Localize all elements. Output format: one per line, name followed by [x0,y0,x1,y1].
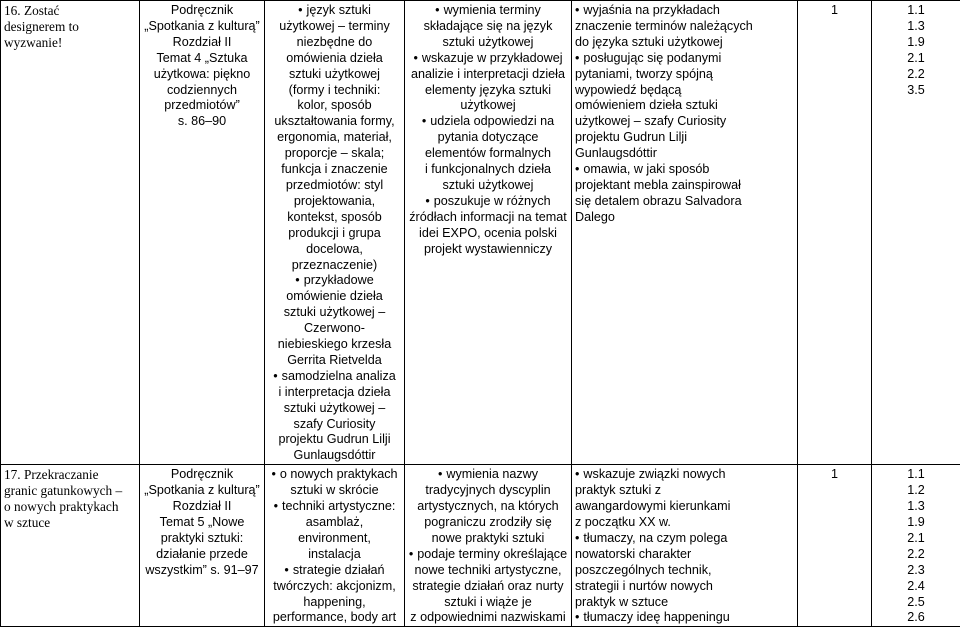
list-item-line: Gunlaugsdóttir [575,146,794,162]
table-row [1,1,960,465]
list-item [575,3,794,51]
textbook-line: Podręcznik [143,3,261,19]
list-item-line: strategie działań oraz nurty [408,579,568,595]
bullet-list [268,467,401,626]
list-item-line: • wskazuje w przykładowej [408,51,568,67]
textbook-line: Rozdział II [143,499,261,515]
list-item-line: źródłach informacji na temat [408,210,568,226]
codes-line: 3.5 [875,83,957,99]
list-item-line: asamblaż, [268,515,401,531]
textbook-line: wszystkim” s. 91–97 [143,563,261,579]
bullet-list [408,467,568,626]
list-item [575,467,794,531]
topic-line: granic gatunkowych – [4,483,136,499]
list-item-line: • tłumaczy ideę happeningu [575,610,794,626]
list-item-line: sztuki użytkowej [268,67,401,83]
hours-cell [798,465,872,627]
list-item-line: praktyk w sztuce [575,595,794,611]
list-item-line: • udziela odpowiedzi na [408,114,568,130]
extended-requirements-cell [572,1,798,465]
list-item-line: sztuki użytkowej [408,35,568,51]
bullet-list [268,3,401,464]
list-item-line: instalacja [268,547,401,563]
list-item-line: przedmiotów: styl [268,178,401,194]
topic-line: 17. Przekraczanie [4,467,136,483]
list-item [408,114,568,194]
list-item-line: projektu Gudrun Lilji [575,130,794,146]
basic-requirements-cell [405,465,572,627]
list-item-line: nowatorski charakter [575,547,794,563]
topic-line: wyzwanie! [4,35,136,51]
topic-line: w sztuce [4,515,136,531]
codes-line: 2.1 [875,531,957,547]
codes-line: 2.5 [875,595,957,611]
list-item-line: tradycyjnych dyscyplin [408,483,568,499]
list-item-line: • tłumaczy, na czym polega [575,531,794,547]
list-item-line: poszczególnych technik, [575,563,794,579]
lesson-content-cell [265,1,405,465]
list-item [408,194,568,258]
textbook-reference-cell [140,1,265,465]
list-item [408,467,568,547]
list-item-line: się detalem obrazu Salvadora [575,194,794,210]
list-item [268,467,401,499]
list-item-line: • omawia, w jaki sposób [575,162,794,178]
list-item-line: szafy Curiosity [268,417,401,433]
list-item-line: • wyjaśnia na przykładach [575,3,794,19]
list-item-line: strategii i nurtów nowych [575,579,794,595]
list-item-line: pograniczu zrodziły się [408,515,568,531]
list-item-line: funkcja i znaczenie [268,162,401,178]
list-item-line: ukształtowania formy, [268,114,401,130]
list-item-line: performance, body art [268,610,401,626]
list-item-line: happening, [268,595,401,611]
list-item-line: i interpretacja dzieła [268,385,401,401]
list-item-line: znaczenie terminów należących [575,19,794,35]
textbook-line: s. 86–90 [143,114,261,130]
textbook-line: Temat 5 „Nowe [143,515,261,531]
list-item-line: sztuki użytkowej – [268,401,401,417]
list-item-line: i funkcjonalnych dzieła [408,162,568,178]
list-item [268,3,401,273]
list-item-line: artystycznych, na których [408,499,568,515]
list-item-line: docelowa, [268,242,401,258]
list-item-line: awangardowymi kierunkami [575,499,794,515]
list-item-line: z odpowiednimi nazwiskami [408,610,568,626]
extended-requirements-cell [572,465,798,627]
list-item-line: Czerwono- [268,321,401,337]
list-item-line: idei EXPO, ocenia polski [408,226,568,242]
hours-cell [798,1,872,465]
bullet-list [408,3,568,258]
list-item-line: projektu Gudrun Lilji [268,432,401,448]
list-item-line: projektant mebla zainspirował [575,178,794,194]
hours-value: 1 [831,467,838,481]
list-item-line: • wymienia nazwy [408,467,568,483]
textbook-line: Temat 4 „Sztuka [143,51,261,67]
table-row [1,465,960,627]
topic-line: 16. Zostać [4,3,136,19]
hours-value: 1 [831,3,838,17]
codes-line: 1.3 [875,19,957,35]
list-item [268,369,401,464]
codes-line: 2.3 [875,563,957,579]
list-item-line: nowe praktyki sztuki [408,531,568,547]
lesson-content-cell [265,465,405,627]
list-item-line: • strategie działań [268,563,401,579]
list-item-line: • poszukuje w różnych [408,194,568,210]
list-item-line: niebieskiego krzesła [268,337,401,353]
list-item-line: • techniki artystyczne: [268,499,401,515]
textbook-line: praktyki sztuki: [143,531,261,547]
list-item-line: praktyk sztuki z [575,483,794,499]
list-item-line: Dalego [575,210,794,226]
codes-line: 1.1 [875,467,957,483]
list-item-line: twórczych: akcjonizm, [268,579,401,595]
list-item-line: składające się na język [408,19,568,35]
list-item-line: omówienia dzieła [268,51,401,67]
list-item [575,51,794,162]
codes-line: 2.2 [875,67,957,83]
textbook-line: „Spotkania z kulturą” [143,483,261,499]
list-item-line: (formy i techniki: [268,83,401,99]
list-item-line: sztuki użytkowej [408,178,568,194]
list-item [575,162,794,226]
list-item-line: elementów formalnych [408,146,568,162]
textbook-line: użytkowa: piękno [143,67,261,83]
codes-line: 1.9 [875,515,957,531]
list-item-line: wypowiedź będącą [575,83,794,99]
textbook-line: działanie przede [143,547,261,563]
codes-line: 2.6 [875,610,957,626]
bullet-list [575,3,794,226]
list-item [575,531,794,611]
list-item-line: environment, [268,531,401,547]
list-item-line: projektowania, [268,194,401,210]
list-item-line: sztuki i wiąże je [408,595,568,611]
list-item-line: kolor, sposób [268,98,401,114]
textbook-line: codziennych [143,83,261,99]
list-item-line: analizie i interpretacji dzieła [408,67,568,83]
list-item-line: użytkowej – szafy Curiosity [575,114,794,130]
codes-line: 1.9 [875,35,957,51]
list-item-line: • posługując się podanymi [575,51,794,67]
list-item-line: Gunlaugsdóttir [268,448,401,464]
list-item-line: pytania dotyczące [408,130,568,146]
list-item-line: do języka sztuki użytkowej [575,35,794,51]
list-item-line: niezbędne do [268,35,401,51]
codes-line: 1.2 [875,483,957,499]
codes-line: 2.4 [875,579,957,595]
list-item [408,51,568,115]
bullet-list [575,467,794,626]
list-item-line: elementy języka sztuki [408,83,568,99]
list-item-line: • wskazuje związki nowych [575,467,794,483]
basic-requirements-cell [405,1,572,465]
codes-line: 2.1 [875,51,957,67]
list-item-line: kontekst, sposób [268,210,401,226]
lesson-topic-cell [1,465,140,627]
list-item-line: sztuki w skrócie [268,483,401,499]
list-item-line: pytaniami, tworzy spójną [575,67,794,83]
list-item-line: proporcje – skala; [268,146,401,162]
codes-line: 1.1 [875,3,957,19]
list-item-line: • wymienia terminy [408,3,568,19]
list-item-line: z początku XX w. [575,515,794,531]
list-item-line: nowe techniki artystyczne, [408,563,568,579]
list-item-line: ergonomia, materiał, [268,130,401,146]
list-item [268,499,401,563]
textbook-line: Podręcznik [143,467,261,483]
list-item-line: użytkowej – terminy [268,19,401,35]
list-item [408,547,568,627]
list-item-line: projekt wystawienniczy [408,242,568,258]
textbook-reference-cell [140,465,265,627]
list-item-line: użytkowej [408,98,568,114]
topic-line: o nowych praktykach [4,499,136,515]
curriculum-codes-cell [872,1,960,465]
textbook-line: przedmiotów” [143,98,261,114]
list-item-line: • język sztuki [268,3,401,19]
list-item-line: • o nowych praktykach [268,467,401,483]
curriculum-codes-cell [872,465,960,627]
textbook-line: „Spotkania z kulturą” [143,19,261,35]
list-item-line: Gerrita Rietvelda [268,353,401,369]
lesson-topic-cell [1,1,140,465]
codes-line: 2.2 [875,547,957,563]
list-item [268,273,401,368]
list-item-line: przeznaczenie) [268,258,401,274]
list-item [408,3,568,51]
list-item-line: omówieniem dzieła sztuki [575,98,794,114]
list-item-line: produkcji i grupa [268,226,401,242]
list-item-line: • podaje terminy określające [408,547,568,563]
textbook-line: Rozdział II [143,35,261,51]
codes-line: 1.3 [875,499,957,515]
list-item-line: • przykładowe [268,273,401,289]
list-item [575,610,794,626]
list-item-line: • samodzielna analiza [268,369,401,385]
topic-line: designerem to [4,19,136,35]
list-item-line: sztuki użytkowej – [268,305,401,321]
list-item-line: omówienie dzieła [268,289,401,305]
